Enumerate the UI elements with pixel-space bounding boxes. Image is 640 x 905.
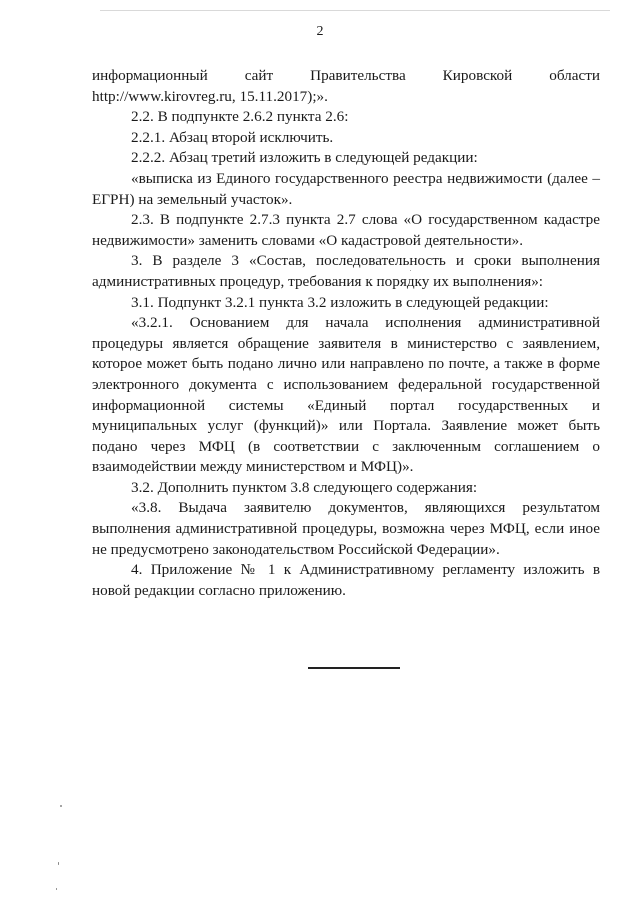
paragraph-2-2: 2.2. В подпункте 2.6.2 пункта 2.6: [131, 108, 349, 126]
paragraph-2-3: 2.3. В подпункте 2.7.3 пункта 2.7 слова «О государственном кадастре недвижимости» заменить словами «О кадастровой деятельности». [92, 211, 600, 249]
paragraph-3-1: 3.1. Подпункт 3.2.1 пункта 3.2 изложить в следующей редакции: [131, 293, 549, 311]
paragraph-egrn-quote: «выписка из Единого государственного реестра недвижимости (далее – ЕГРН) на земельный участок». [92, 169, 600, 208]
end-of-text-rule [308, 667, 400, 669]
paragraph-3-2: 3.2. Дополнить пунктом 3.8 следующего содержания: [131, 478, 478, 496]
paragraph-4: 4. Приложение № 1 к Административному регламенту изложить в новой редакции согласно приложению. [92, 561, 600, 599]
top-scan-line [100, 10, 610, 11]
page-number: 2 [316, 24, 324, 39]
paragraph-3: 3. В разделе 3 «Состав, последовательность и сроки выполнения административных процедур, требования к порядку их выполнения»: [92, 252, 600, 290]
scan-speck [56, 888, 57, 890]
paragraph-continuation: информационный сайт Правительства Кировской области http://www.kirovreg.ru, 15.11.2017);». [92, 67, 600, 105]
scan-speck [60, 805, 62, 807]
scan-speck [410, 270, 411, 271]
paragraph-2-2-1: 2.2.1. Абзац второй исключить. [131, 128, 334, 146]
document-body [92, 66, 600, 601]
paragraph-2-2-2: 2.2.2. Абзац третий изложить в следующей редакции: [131, 149, 478, 167]
paragraph-3-8-quote: «3.8. Выдача заявителю документов, являющихся результатом выполнения административной процедуры, возможна через МФЦ, если иное не предусмотрено законодательством Российской Федерации». [92, 499, 600, 558]
paragraph-3-2-1-quote: «3.2.1. Основанием для начала исполнения административной процедуры является обращение заявителя в министерство с заявлением, которое может быть подано лично или направлено по почте, а также в форме электронного документа с использованием федеральной государственной информационной системы «Единый портал государственных и муниципальных услуг (функций)» или Портала. Заявление может быть подано через МФЦ (в соответствии с заключенным соглашением о взаимодействии между министерством и МФЦ)». [92, 314, 600, 476]
scan-speck [58, 862, 59, 865]
